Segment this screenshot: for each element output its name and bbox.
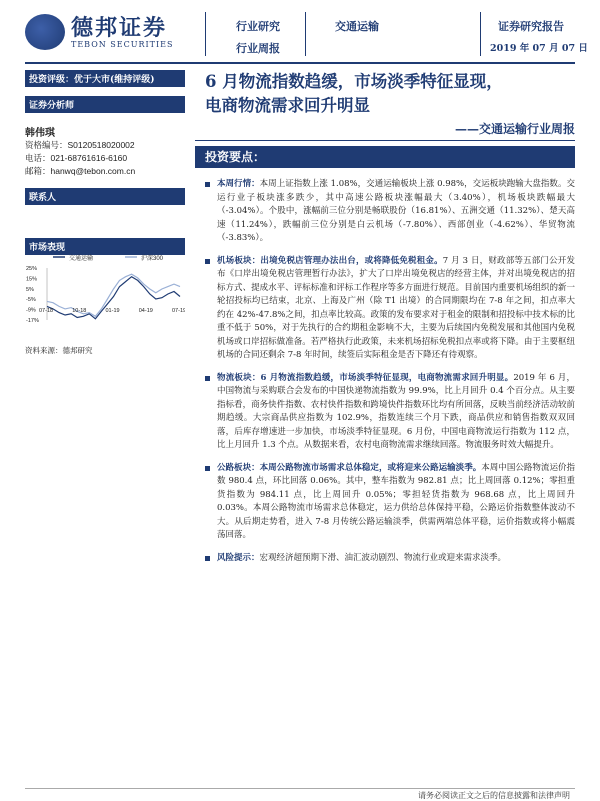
chart-source: 资料来源：德邦研究 <box>25 346 93 355</box>
legend-label-transport: 交通运输 <box>69 256 94 262</box>
key-points-heading: 投资要点： <box>195 146 575 168</box>
header-rule <box>25 62 575 64</box>
analyst-qualification: 资格编号：S0120518020002 <box>25 140 135 150</box>
company-logo <box>25 14 174 50</box>
analyst-name: 韩伟琪 <box>25 128 55 139</box>
bullet-icon <box>205 376 210 381</box>
x-tick-label: 07-18 <box>39 308 54 315</box>
logo-chinese: 德邦证券 <box>71 14 168 41</box>
title-rule <box>195 140 575 141</box>
logo-icon <box>25 14 65 50</box>
bullet-icon <box>205 259 210 264</box>
para-highway: 公路板块：本周公路物流市场需求总体稳定，或将迎来公路运输淡季。本周中国公路物流运价指数 980.4 点，环比回落 0.06%。其中，整车指数为 982.81 点；比上周回落 0.12%；零担重货指数为 984.11 点，比上周回升 0.05%；零担轻货指数为 968.68 点，比上周回升 0.03%。本周公路物流市场需求总体稳定，运力供给总体保持平稳，公路运价指数整体波动不大。从后期走势看，进入 7-8 月传统公路运输淡季，供需两端总体平稳，运价指数或将小幅震荡回落。 <box>205 462 575 543</box>
header-divider <box>480 12 481 56</box>
para-logistics: 物流板块：6 月物流指数趋缓，市场淡季特征显现，电商物流需求回升明显。2019 年 6 月，中国物流与采购联合会发布的中国快递物流指数为 99.9%，比上月回升 0.4 个百分点。从主要指标看，商务快件指数、农村快件指数和跨境快件指数环比均有所回落，反映当前经济活动较前期趋缓。大宗商品供应指数为 102.9%，指数连续三个月下跌，商品供应和销售指数双双回落，后库存增速进一步加快，市场淡季特征显现。6 月份，中国电商物流运行指数为 112 点，比上月回升 1.3 个点。从数据来看，农村电商物流需求继续回落。物流服务时效大幅提升。 <box>205 372 575 453</box>
legend-label-hs300: 沪深300 <box>141 256 164 262</box>
para-weekly-market: 本周行情：本周上证指数上涨 1.08%，交通运输板块上涨 0.98%，交运板块跑输大盘指数。交运行业子板块涨多跌少，其中高速公路板块涨幅最大（3.40%），机场板块跌幅最大（-3.04%）。个股中，涨幅前三位分别是畅联股份（16.81%）、五洲交通（11.32%）、楚天高速（11.24%），跌幅前三位分别是白云机场（-7.80%）、西部创业（-4.62%）、华贸物流（-3.83%）。 <box>205 178 575 246</box>
footer-rule <box>25 788 575 789</box>
contact-heading: 联系人 <box>25 188 185 205</box>
analyst-heading: 证券分析师 <box>25 96 185 113</box>
report-subtype: 行业周报 <box>236 42 280 55</box>
report-title <box>205 70 575 118</box>
key-points-body <box>205 178 575 565</box>
y-tick-label: 15% <box>26 276 38 283</box>
y-tick-label: -5% <box>26 297 36 304</box>
para-risk: 风险提示：宏观经济超预期下滑、油汇波动剧烈、物流行业或迎来需求淡季。 <box>205 552 575 566</box>
bullet-icon <box>205 466 210 471</box>
bullet-icon <box>205 182 210 187</box>
rating-bar: 投资评级：优于大市(维持评级) <box>25 70 185 87</box>
x-tick-label: 04-19 <box>138 308 153 315</box>
x-tick-label: 10-18 <box>72 308 87 315</box>
header-divider <box>205 12 206 56</box>
market-chart <box>25 252 185 332</box>
title-line-2: 电商物流需求回升明显 <box>205 96 370 115</box>
para-airport: 机场板块：出境免税店管理办法出台，或将降低免税租金。7 月 3 日，财政部等五部门公开发布《口岸出境免税店管理暂行办法》，扩大了口岸出境免税店的经营主体，并对出境免税店的招标方式、提成水平、评标标准和评标工作程序等多方面进行规范。目前国内重要机场组织的新一轮招投标均已结束，北京、上海及广州（除 T1 出境）的合同期限均在 7-8 年之间，扣点率大约在 42%-47.8%之间，扣点率比较高。政策的发布要求对于租金的限制和招投标中技术标的比重不低于 50%，对于先执行的合约期租金影响不大，主要为后续国内免税发展和其他国内免税机场或口岸招标做准备。若严格执行此政策，未来机场招标免税扣点率或将下降。由于主要枢纽机场的合同还剩余 7-8 年时间，续签后实际租金是否下降还有待观察。 <box>205 255 575 363</box>
title-line-1: 6 月物流指数趋缓，市场淡季特征显现， <box>205 72 503 91</box>
x-tick-label: 07-19 <box>172 308 185 315</box>
report-subtitle: ——交通运输行业周报 <box>454 122 575 136</box>
y-tick-label: -17% <box>26 318 39 324</box>
market-heading: 市场表现 <box>25 238 185 255</box>
report-date: 2019 年 07 月 07 日 <box>490 43 588 54</box>
y-tick-label: 25% <box>26 266 38 272</box>
y-tick-label: 5% <box>26 286 34 293</box>
logo-english: TEBON SECURITIES <box>71 39 174 49</box>
market-chart-svg <box>25 252 185 332</box>
footer-disclaimer: 请务必阅读正文之后的信息披露和法律声明 <box>418 791 570 800</box>
analyst-phone: 电话：021-68761616-6160 <box>25 153 128 163</box>
report-kind: 证券研究报告 <box>498 20 564 33</box>
report-type: 行业研究 <box>236 20 280 33</box>
x-tick-label: 01-19 <box>105 308 120 315</box>
bullet-icon <box>205 556 210 561</box>
header-divider <box>305 12 306 56</box>
analyst-email[interactable]: 邮箱：hanwq@tebon.com.cn <box>25 166 136 176</box>
industry-label: 交通运输 <box>335 20 379 33</box>
y-tick-label: -9% <box>26 307 36 314</box>
